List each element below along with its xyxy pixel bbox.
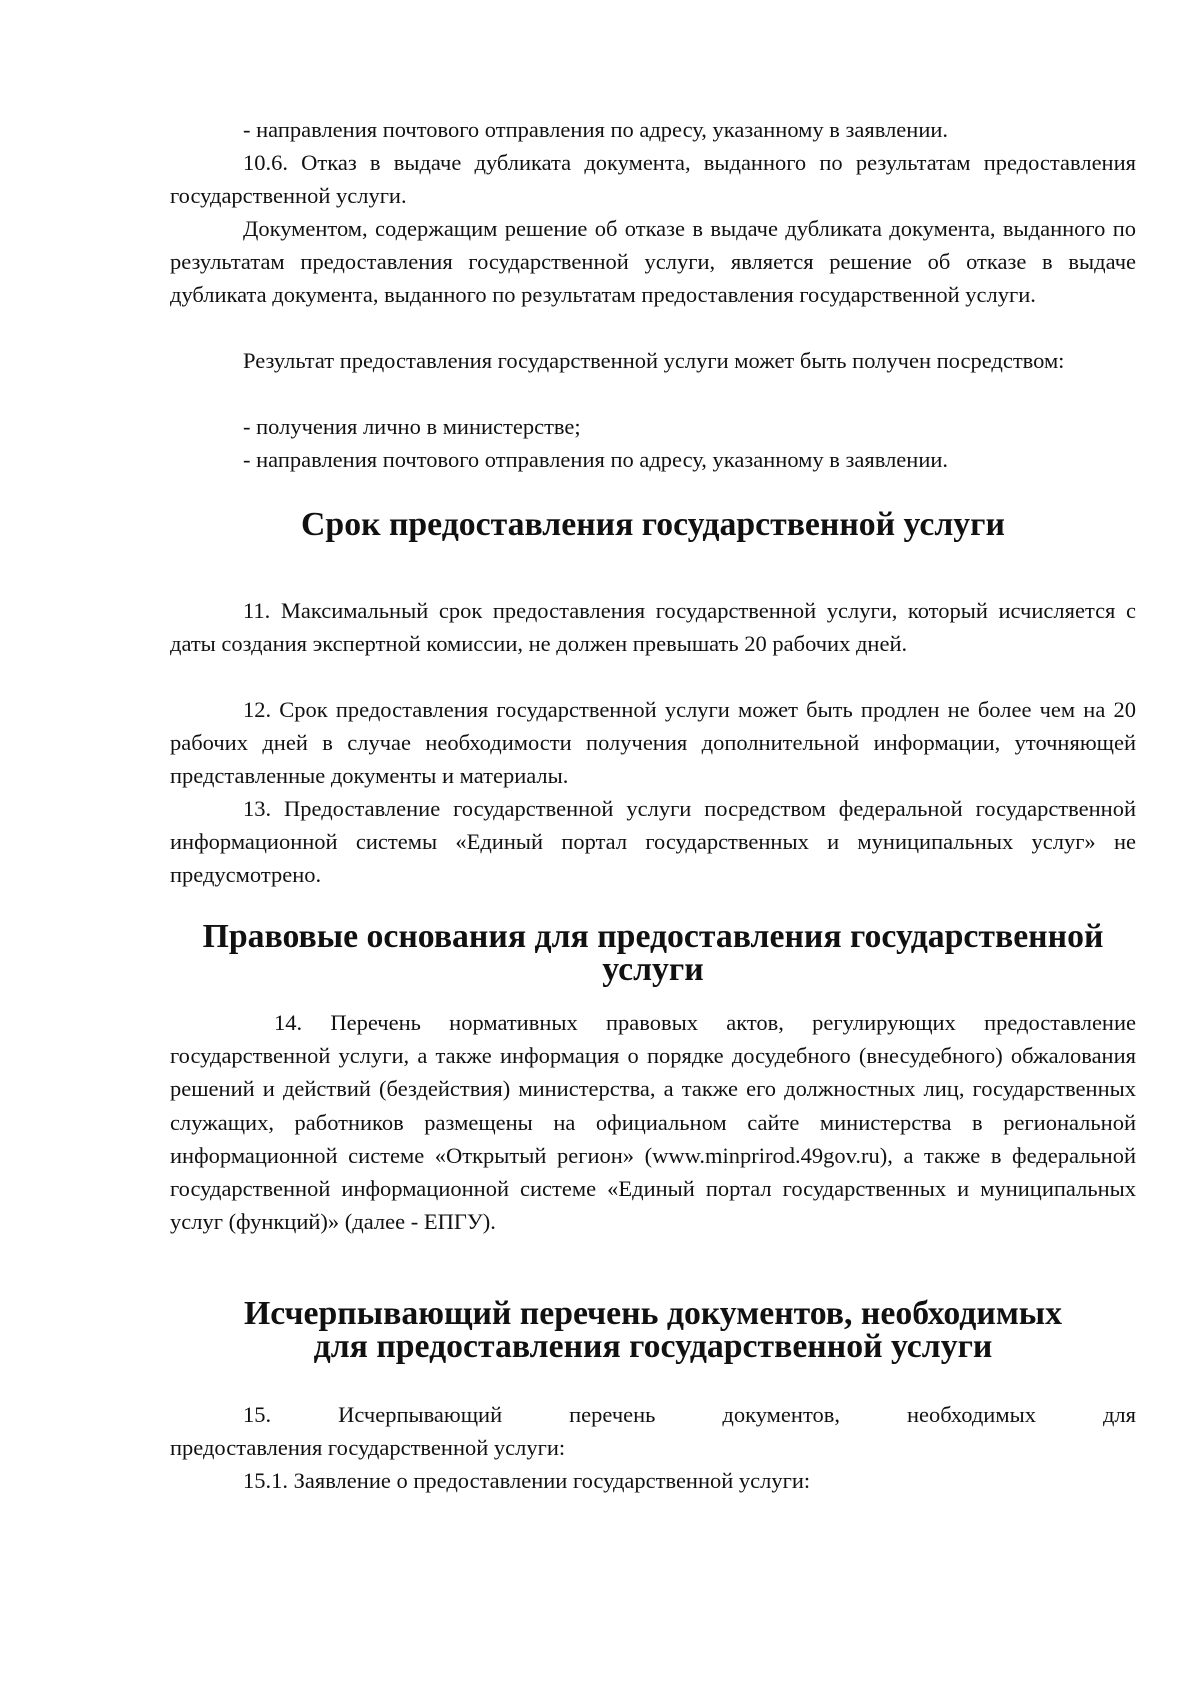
paragraph-14: 14. Перечень нормативных правовых актов, регулирующих предоставление государственной услуги, а также информация о порядке досудебного (внесудебного) обжалования решений и действий (бездействия) министерства, а также его должностных лиц, государственных служащих, работников размещены на официальном сайте министерства в региональной информационной системе «Открытый регион» (www.minprirod.49gov.ru), а также в федеральной государственной информационной системе «Единый портал государственных и муниципальных услуг (функций)» (далее - ЕПГУ). bbox=[170, 1010, 1136, 1235]
paragraph-13: 13. Предоставление государственной услуги посредством федеральной государственной информационной системы «Единый портал государственных и муниципальных услуг» не предусмотрено. bbox=[170, 796, 1136, 888]
paragraph-11: 11. Максимальный срок предоставления государственной услуги, который исчисляется с даты создания экспертной комиссии, не должен превышать 20 рабочих дней. bbox=[170, 598, 1136, 657]
word: 15. bbox=[243, 1402, 272, 1427]
section-heading-legal-basis: Правовые основания для предоставления государственной услуги bbox=[202, 918, 1104, 989]
paragraph-refusal-document: Документом, содержащим решение об отказе в выдаче дубликата документа, выданного по результатам предоставления государственной услуги, является решение об отказе в выдаче дубликата документа, выданного по результатам предоставления государственной услуги. bbox=[170, 216, 1136, 308]
section-heading-term: Срок предоставления государственной услуги bbox=[301, 506, 1005, 543]
paragraph-15-first-line bbox=[170, 1398, 1136, 1431]
section-heading-documents-line1: Исчерпывающий перечень документов, необходимых bbox=[243, 1295, 1063, 1332]
word: документов, bbox=[722, 1402, 840, 1427]
word: для bbox=[1102, 1402, 1136, 1427]
paragraph-postal-delivery-1: - направления почтового отправления по адресу, указанному в заявлении. bbox=[243, 117, 949, 142]
word: Исчерпывающий bbox=[338, 1402, 503, 1427]
paragraph-15-rest: предоставления государственной услуги: bbox=[170, 1435, 566, 1460]
word: необходимых bbox=[906, 1402, 1036, 1427]
paragraph-10-6: 10.6. Отказ в выдаче дубликата документа, выданного по результатам предоставления государственной услуги. bbox=[170, 150, 1136, 209]
section-heading-documents-line2: для предоставления государственной услуги bbox=[313, 1328, 993, 1365]
paragraph-in-person: - получения лично в министерстве; bbox=[243, 414, 581, 439]
paragraph-result-means: Результат предоставления государственной услуги может быть получен посредством: bbox=[243, 348, 1065, 373]
paragraph-15-1: 15.1. Заявление о предоставлении государственной услуги: bbox=[243, 1468, 811, 1493]
word: перечень bbox=[569, 1402, 656, 1427]
paragraph-postal-delivery-2: - направления почтового отправления по адресу, указанному в заявлении. bbox=[243, 447, 949, 472]
paragraph-12: 12. Срок предоставления государственной услуги может быть продлен не более чем на 20 рабочих дней в случае необходимости получения дополнительной информации, уточняющей представленные документы и материалы. bbox=[170, 697, 1136, 789]
